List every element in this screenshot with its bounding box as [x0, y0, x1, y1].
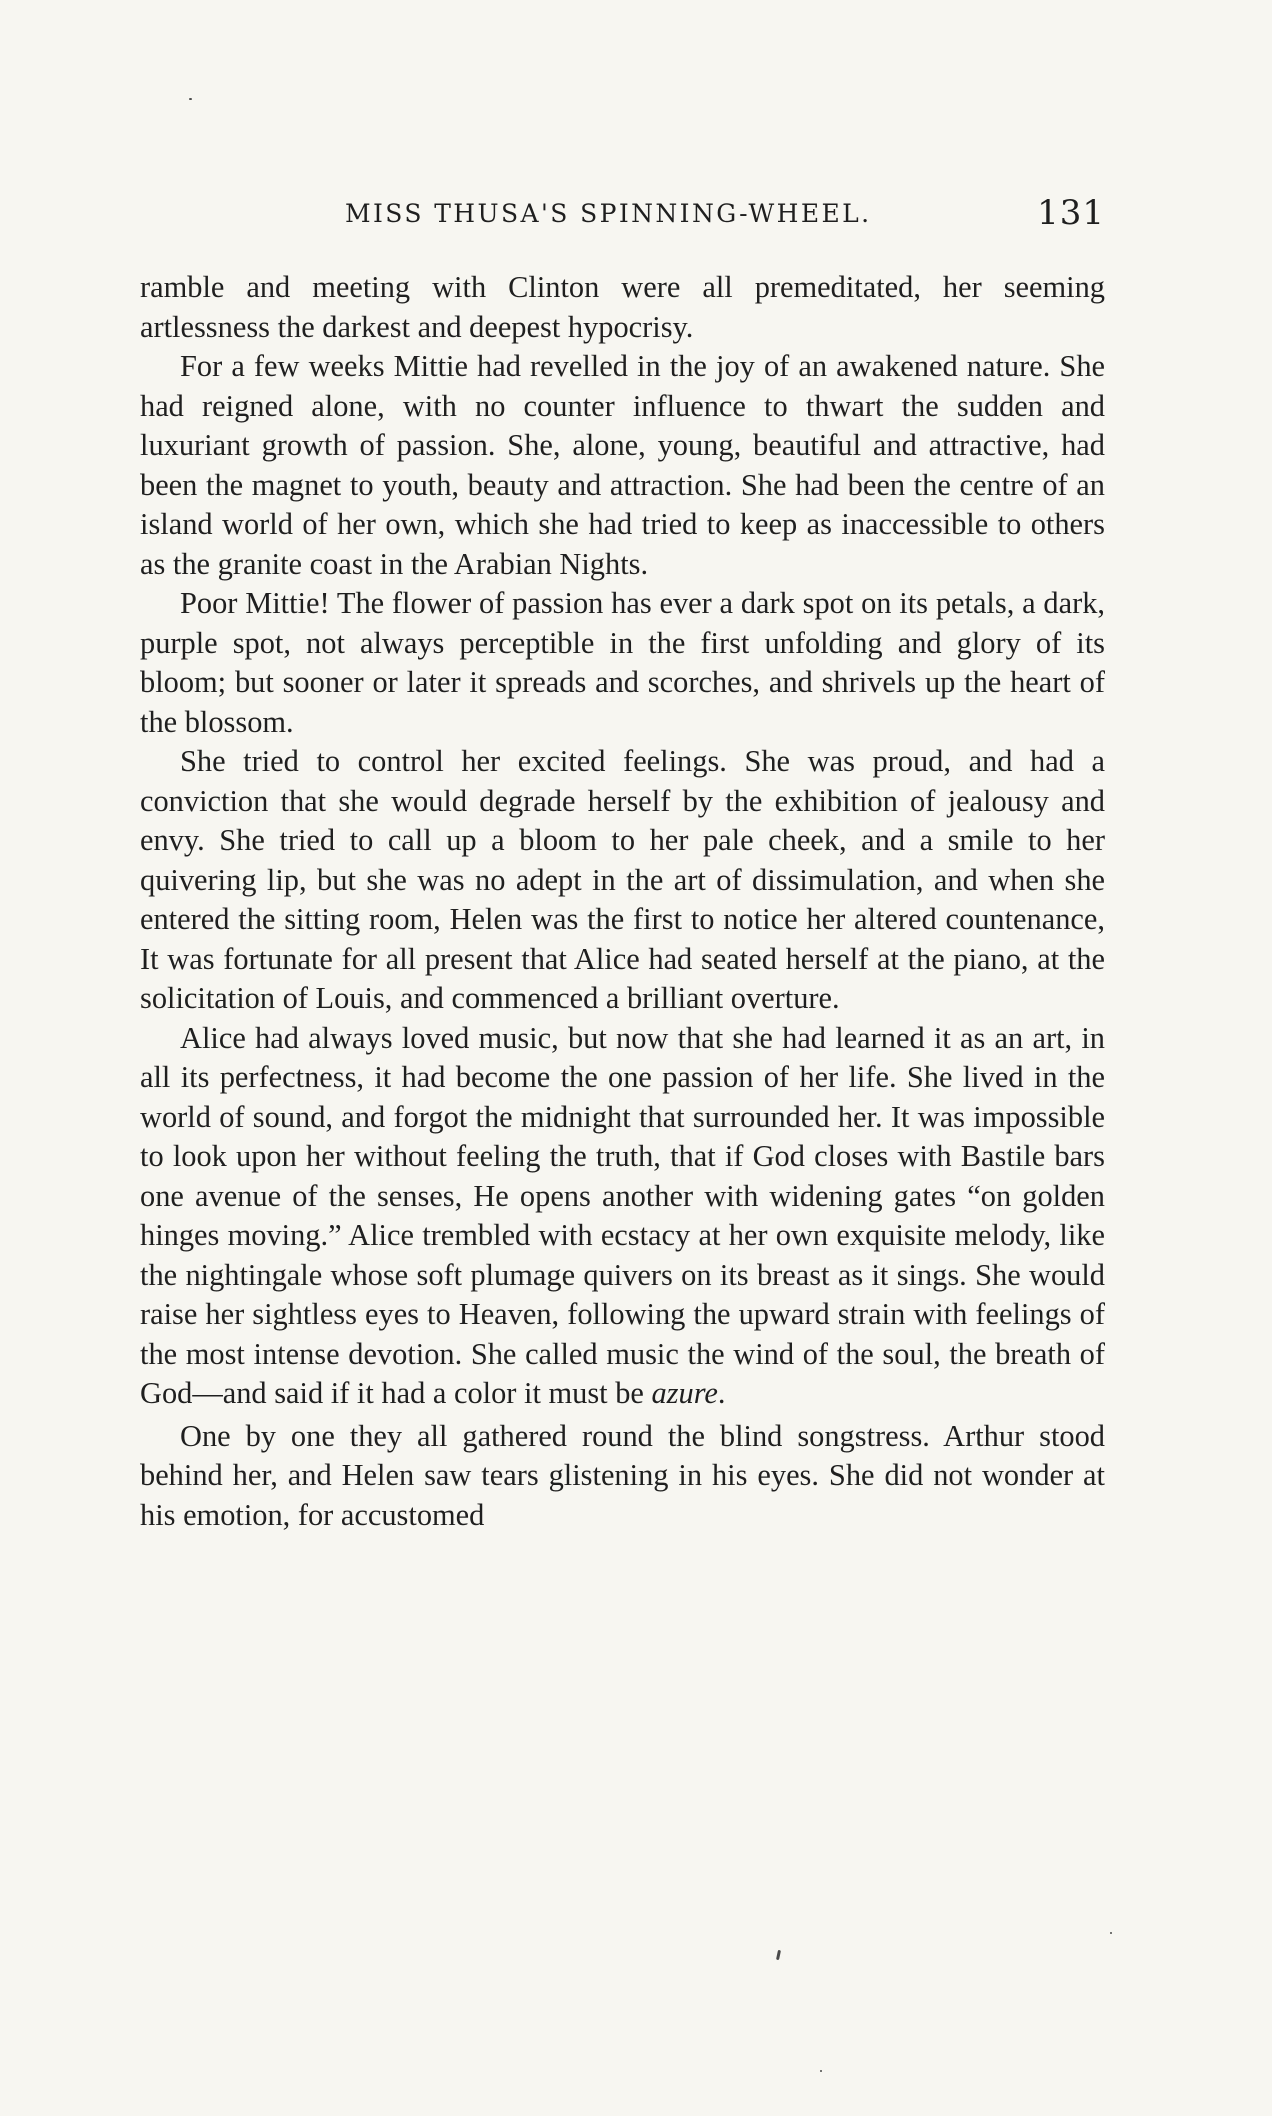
page-number: 131: [1037, 193, 1105, 233]
paragraph-3: Poor Mittie! The flower of passion has ever a dark spot on its petals, a dark, purple spot, not always perceptible in the first unfolding and glory of its bloom; but sooner or later it spreads and scorches, and shrivels up the heart of the blossom.: [140, 586, 1105, 739]
paragraph-5-text: Alice had always loved music, but now that she had learned it as an art, in all its perfectness, it had become the one passion of her life. She lived in the world of sound, and forgot the midnight that surrounded her. It was impossible to look upon her without feeling the truth, that if God closes with Bastile bars one avenue of the senses, He opens another with widening gates “on golden hinges moving.” Alice trembled with ecstacy at her own exquisite melody, like the nightingale whose soft plumage quivers on its breast as it sings. She would raise her sightless eyes to Heaven, following the upward strain with feelings of the most intense devotion. She called music the wind of the soul, the breath of God—and said if it had a color it must be: [140, 1020, 1105, 1410]
paragraph-5: [140, 1019, 1105, 1414]
ink-speck: [189, 98, 192, 100]
paragraph-1: ramble and meeting with Clinton were all premeditated, her seeming artlessness the darkest and deepest hypocrisy.: [140, 270, 1105, 344]
paragraph-5-emphasis: azure: [651, 1376, 718, 1410]
paragraph-6: One by one they all gathered round the blind songstress. Arthur stood behind her, and Helen saw tears glistening in his eyes. She did not wonder at his emotion, for accustomed: [140, 1418, 1105, 1532]
paragraph-5-end: .: [717, 1376, 726, 1410]
page-header: [140, 193, 1140, 237]
paragraph-4: She tried to control her excited feelings. She was proud, and had a conviction that she would degrade herself by the exhibition of jealousy and envy. She tried to call up a bloom to her pale cheek, and a smile to her quivering lip, but she was no adept in the art of dissimulation, and when she entered the sitting room, Helen was the first to notice her altered countenance, It was fortunate for all present that Alice had seated herself at the piano, at the solicitation of Louis, and commenced a brilliant overture.: [140, 744, 1105, 1015]
body-text: [140, 268, 1105, 1535]
ink-speck: [1110, 1932, 1112, 1934]
ink-speck: [820, 2070, 822, 2072]
paragraph-2: For a few weeks Mittie had revelled in the joy of an awakened nature. She had reigned alone, with no counter influence to thwart the sudden and luxuriant growth of passion. She, alone, young, beautiful and attractive, had been the magnet to youth, beauty and attraction. She had been the centre of an island world of her own, which she had tried to keep as inaccessible to others as the granite coast in the Arabian Nights.: [140, 349, 1105, 581]
running-head: MISS THUSA'S SPINNING-WHEEL.: [345, 199, 872, 228]
ink-speck: [776, 1950, 781, 1960]
